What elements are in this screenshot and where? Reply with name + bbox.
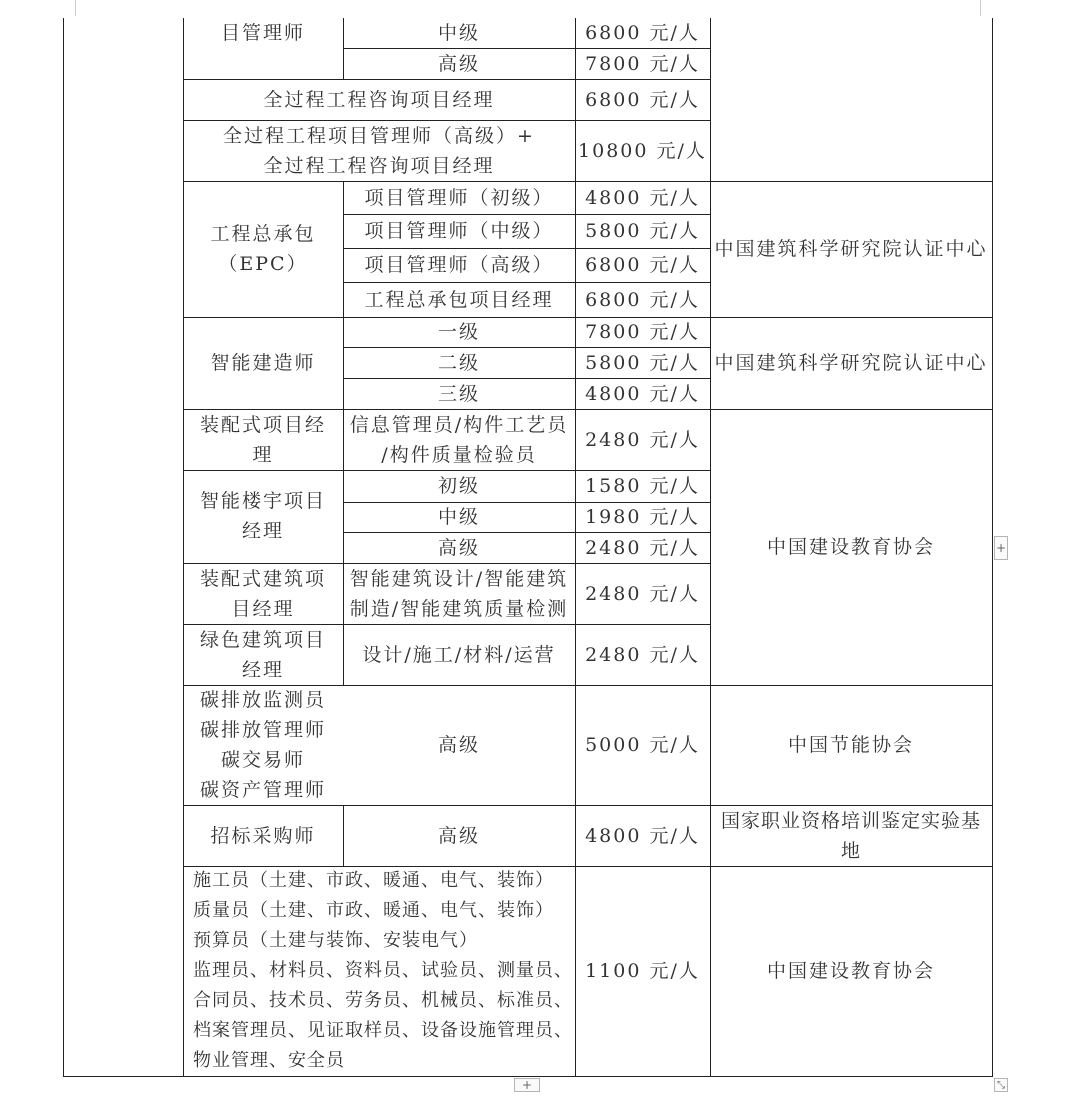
table-border-left — [63, 18, 64, 1077]
price-cell: 2480 元/人 — [585, 536, 700, 559]
price-cell: 2480 元/人 — [585, 643, 700, 666]
category-cell: 装配式建筑项 目经理 — [199, 567, 326, 620]
price-cell: 5800 元/人 — [585, 220, 700, 242]
table-cell: 智能建筑设计/智能建筑 制造/智能建筑质量检测 — [349, 567, 569, 620]
price-cell: 4800 元/人 — [585, 186, 700, 209]
price-cell: 4800 元/人 — [585, 382, 700, 405]
price-cell: 7800 元/人 — [585, 52, 700, 75]
price-cell: 6800 元/人 — [585, 254, 700, 276]
price-cell: 6800 元/人 — [585, 288, 700, 311]
table-cell: 项目管理师（初级） — [364, 186, 554, 209]
table-cell: 三级 — [437, 382, 480, 405]
org-cell: 中国建设教育协会 — [766, 536, 935, 558]
category-cell: 装配式项目经 理 — [199, 413, 326, 466]
table-border-bottom — [63, 1076, 993, 1077]
table-cell: 一级 — [437, 321, 480, 343]
table-cell: 全过程工程项目管理师（高级）+ 全过程工程咨询项目经理 — [223, 124, 535, 177]
table-cell: 中级 — [437, 22, 480, 44]
org-cell: 中国建筑科学研究院认证中心 — [714, 352, 988, 374]
category-cell: 工程总承包 （EPC） — [210, 223, 316, 275]
table-cell: 初级 — [437, 475, 480, 497]
page-edge-left — [75, 0, 76, 16]
table-cell: 中级 — [437, 506, 480, 528]
table-cell: 项目管理师（高级） — [364, 254, 554, 276]
price-cell: 6800 元/人 — [585, 88, 700, 111]
table-cell: 项目管理师（中级） — [364, 220, 554, 242]
price-cell: 1580 元/人 — [585, 475, 700, 497]
table-cell: 高级 — [437, 734, 480, 756]
price-cell: 1100 元/人 — [585, 960, 700, 982]
org-cell: 中国节能协会 — [787, 734, 914, 756]
org-cell: 国家职业资格培训鉴定实验基 地 — [720, 809, 981, 862]
category-cell: 智能楼宇项目 经理 — [199, 490, 326, 542]
table-border-right — [992, 18, 993, 1077]
table-cell: 全过程工程咨询项目经理 — [263, 88, 495, 111]
table-cell: 高级 — [437, 52, 480, 75]
table-resize-handle[interactable]: ⤡ — [994, 1078, 1008, 1092]
org-cell: 中国建设教育协会 — [766, 960, 935, 982]
add-column-button[interactable]: + — [994, 536, 1008, 560]
price-cell: 2480 元/人 — [585, 582, 700, 605]
price-cell: 5000 元/人 — [585, 734, 700, 756]
category-cell: 智能建造师 — [210, 352, 316, 374]
price-cell: 7800 元/人 — [585, 321, 700, 343]
table-cell: 高级 — [437, 824, 480, 847]
add-row-button[interactable]: + — [514, 1078, 540, 1092]
price-cell: 1980 元/人 — [585, 506, 700, 528]
category-cell: 绿色建筑项目 经理 — [199, 628, 326, 681]
table-cell: 设计/施工/材料/运营 — [362, 643, 556, 666]
category-cell: 碳排放监测员 碳排放管理师 碳交易师 碳资产管理师 — [199, 689, 326, 801]
table-cell: 信息管理员/构件工艺员 /构件质量检验员 — [349, 413, 569, 466]
table-cell: 工程总承包项目经理 — [364, 288, 554, 311]
staff-cell: 施工员（土建、市政、暖通、电气、装饰） 质量员（土建、市政、暖通、电气、装饰） 预算员（土建与装饰、安装电气） 监理员、材料员、资料员、试验员、测量员、 合同员、技术员、劳务员、机械员、标准员、 档案管理员、见证取样员、设备设施管理员、 物业管理、安全员 — [193, 870, 573, 1071]
org-cell: 中国建筑科学研究院认证中心 — [714, 238, 988, 260]
price-cell: 10800 元/人 — [578, 139, 707, 162]
table-cell: 高级 — [437, 536, 480, 559]
price-cell: 2480 元/人 — [585, 428, 700, 451]
price-cell: 4800 元/人 — [585, 824, 700, 847]
category-cell: 招标采购师 — [210, 824, 316, 847]
table-cell: 二级 — [437, 351, 480, 374]
price-cell: 5800 元/人 — [585, 351, 700, 374]
page-edge-right — [980, 0, 981, 16]
table-cell: 目管理师 — [220, 22, 305, 44]
price-cell: 6800 元/人 — [585, 22, 700, 44]
